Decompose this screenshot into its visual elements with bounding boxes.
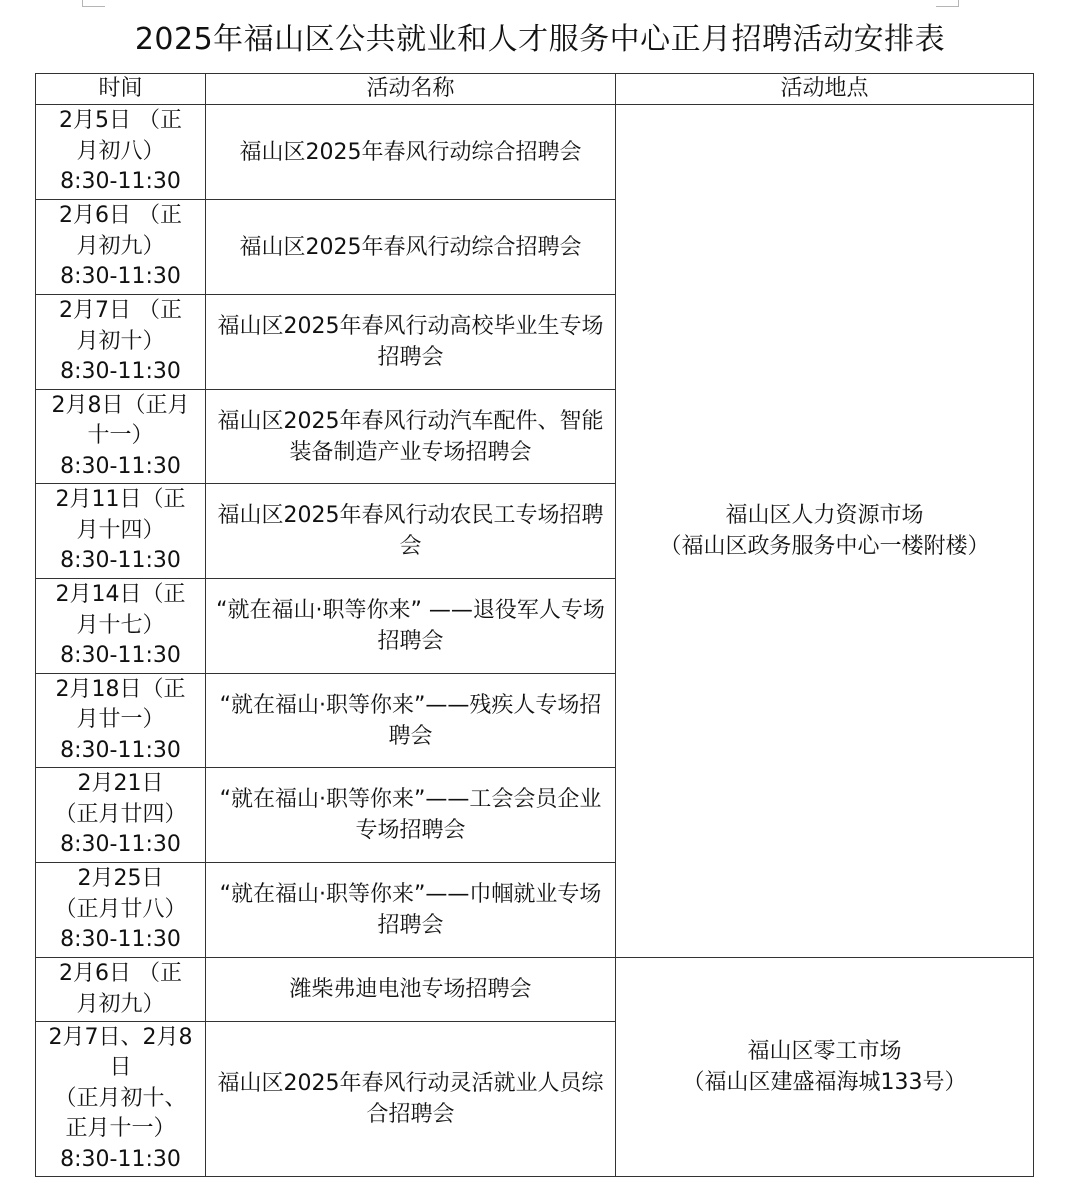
activity-name-cell — [206, 674, 616, 768]
activity-name-cell — [206, 200, 616, 295]
activity-name: 福山区2025年春风行动综合招聘会 — [239, 139, 582, 165]
time-line: 2月7日 （正 — [59, 298, 182, 324]
activity-name-cell — [206, 390, 616, 484]
activity-name-cell — [206, 863, 616, 958]
crop-mark-right — [936, 0, 959, 7]
activity-name: 福山区2025年春风行动高校毕业生专场招聘会 — [217, 314, 604, 370]
venue-cell-gig-market — [616, 958, 1034, 1177]
activity-name-cell — [206, 484, 616, 579]
header-activity-name: 活动名称 — [206, 74, 616, 105]
time-line: （正月初十、 — [54, 1085, 187, 1111]
header-venue: 活动地点 — [616, 74, 1034, 105]
activity-name-cell — [206, 768, 616, 863]
time-line: 8:30-11:30 — [60, 927, 181, 953]
activity-name-cell — [206, 1022, 616, 1177]
time-line: 2月14日（正 — [55, 582, 186, 608]
time-line: 月十四） — [76, 517, 165, 543]
time-line: 2月6日 （正 — [59, 203, 182, 229]
activity-name-cell — [206, 579, 616, 674]
time-cell — [36, 390, 206, 484]
time-line: 8:30-11:30 — [60, 737, 181, 763]
time-line: 月初九） — [76, 233, 165, 259]
time-line: 2月7日、2月8 — [48, 1024, 193, 1050]
time-line: 8:30-11:30 — [60, 643, 181, 669]
crop-mark-left — [82, 0, 105, 7]
time-line: 8:30-11:30 — [60, 832, 181, 858]
activity-name: “就在福山·职等你来”——巾帼就业专场招聘会 — [219, 882, 602, 938]
schedule-table — [35, 73, 1034, 1177]
activity-name: 福山区2025年春风行动综合招聘会 — [239, 234, 582, 260]
time-cell — [36, 958, 206, 1022]
time-line: 2月5日 （正 — [59, 108, 182, 134]
activity-name-cell — [206, 958, 616, 1022]
time-cell — [36, 1022, 206, 1177]
time-line: 2月6日 （正 — [59, 961, 182, 986]
time-line: 2月11日（正 — [55, 487, 186, 513]
time-line: 2月25日 — [77, 866, 164, 892]
time-cell — [36, 863, 206, 958]
activity-name: 潍柴弗迪电池专场招聘会 — [289, 977, 532, 1002]
time-line: （正月廿四） — [54, 801, 187, 827]
time-cell — [36, 674, 206, 768]
time-line: （正月廿八） — [54, 896, 187, 922]
time-line: 8:30-11:30 — [60, 169, 181, 195]
venue-name: 福山区人力资源市场 — [725, 503, 924, 528]
venue-detail: （福山区政务服务中心一楼附楼） — [659, 534, 990, 559]
time-line: 月廿一） — [76, 707, 165, 733]
table-row — [36, 105, 1034, 200]
time-cell — [36, 768, 206, 863]
time-line: 日 — [109, 1055, 132, 1081]
time-line: 正月十一） — [65, 1116, 176, 1142]
activity-name: “就在福山·职等你来”——残疾人专场招聘会 — [219, 692, 602, 749]
time-line: 月初八） — [76, 138, 165, 164]
venue-detail: （福山区建盛福海城133号） — [682, 1070, 967, 1095]
activity-name: 福山区2025年春风行动农民工专场招聘会 — [217, 503, 604, 559]
table-header-row — [36, 74, 1034, 105]
activity-name: 福山区2025年春风行动灵活就业人员综合招聘会 — [217, 1071, 604, 1127]
time-cell — [36, 295, 206, 390]
time-line: 8:30-11:30 — [60, 1146, 181, 1172]
venue-cell-hr-market — [616, 105, 1034, 958]
time-cell — [36, 579, 206, 674]
activity-name: “就在福山·职等你来” ——退役军人专场招聘会 — [216, 598, 605, 654]
venue-name: 福山区零工市场 — [747, 1039, 902, 1064]
time-line: 月十七） — [76, 612, 165, 638]
time-cell — [36, 484, 206, 579]
document-title: 2025年福山区公共就业和人才服务中心正月招聘活动安排表 — [134, 22, 946, 57]
time-line: 月初十） — [76, 328, 165, 354]
activity-name-cell — [206, 105, 616, 200]
time-line: 8:30-11:30 — [60, 359, 181, 385]
time-line: 2月18日（正 — [55, 676, 186, 702]
time-cell — [36, 105, 206, 200]
header-time: 时间 — [36, 74, 206, 105]
activity-name: 福山区2025年春风行动汽车配件、智能装备制造产业专场招聘会 — [217, 408, 604, 465]
time-cell — [36, 200, 206, 295]
time-line: 8:30-11:30 — [60, 264, 181, 290]
time-line: 2月8日（正月 — [51, 392, 190, 418]
time-line: 十一） — [87, 423, 154, 449]
time-line: 8:30-11:30 — [60, 453, 181, 479]
activity-name-cell — [206, 295, 616, 390]
table-row — [36, 958, 1034, 1022]
time-line: 2月21日 — [77, 771, 164, 797]
time-line: 月初九） — [76, 991, 165, 1017]
time-line: 8:30-11:30 — [60, 548, 181, 574]
activity-name: “就在福山·职等你来”——工会会员企业专场招聘会 — [219, 787, 602, 843]
